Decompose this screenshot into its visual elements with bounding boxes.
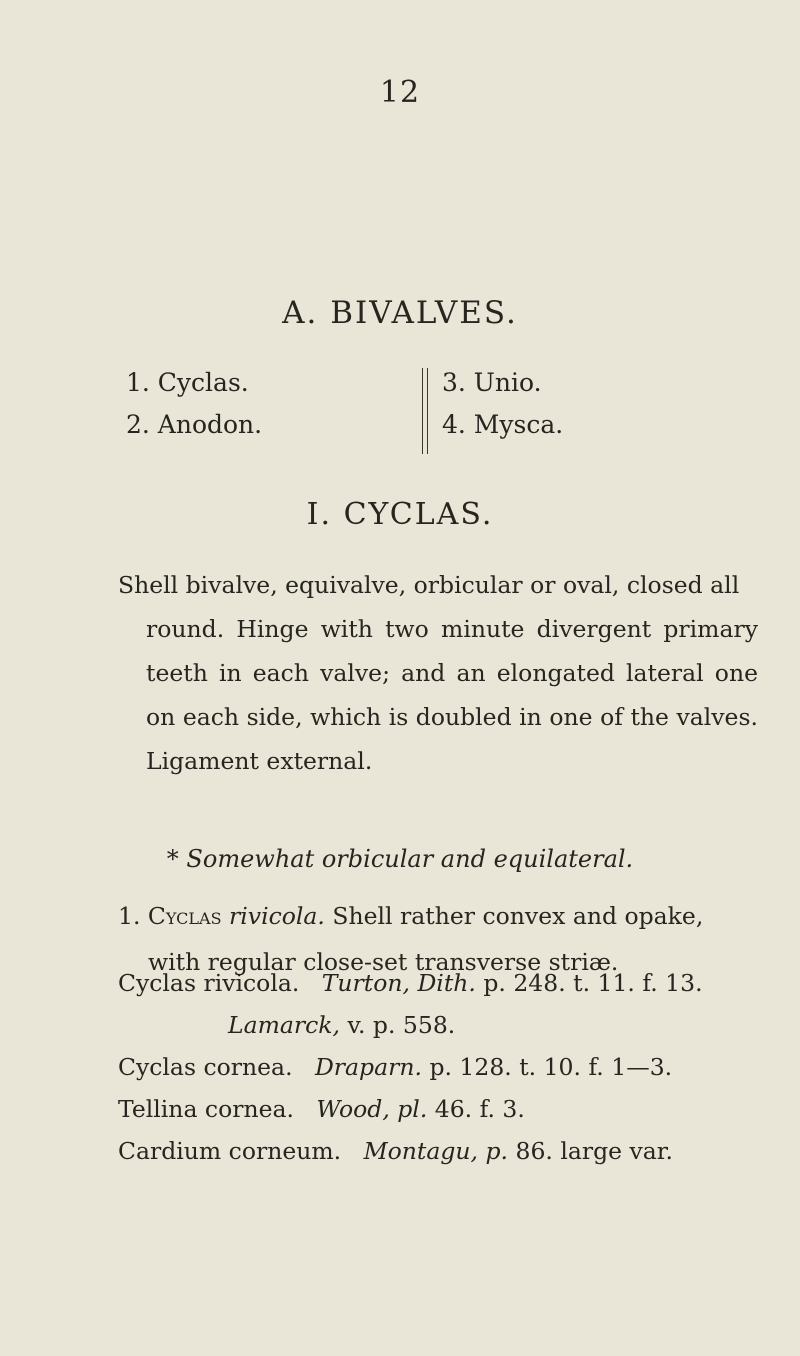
synonym-detail: p. 128. t. 10. f. 1—3. <box>429 1053 673 1081</box>
subsection-title: I. CYCLAS. <box>306 497 494 532</box>
genus-list-left-column <box>126 362 262 446</box>
synonym-name: Cardium corneum. <box>118 1137 342 1165</box>
section-title: A. BIVALVES. <box>282 295 518 331</box>
page-number: 12 <box>379 75 421 110</box>
synonym-reference: Turton, Dith. <box>321 969 476 997</box>
genus-item: 4. Mysca. <box>442 410 564 439</box>
synonym-name: Cyclas cornea. <box>118 1053 293 1081</box>
synonymy-list <box>118 962 778 1172</box>
description-continuation: round. Hinge with two minute divergent primary teeth in each valve; and an elongated lateral one on each side, which is doubled in one of the valves. Ligament external. <box>146 615 758 775</box>
synonym-line <box>118 1046 778 1088</box>
species-description-line2: with regular close-set transverse striæ. <box>148 948 619 976</box>
description-first-line: Shell bivalve, equivalve, orbicular or oval, closed all <box>118 571 740 599</box>
synonym-detail: 46. f. 3. <box>434 1095 525 1123</box>
species-description-line1: Shell rather convex and opake, <box>332 902 704 930</box>
genus-description <box>118 563 758 783</box>
synonym-reference: Lamarck, <box>228 1011 341 1039</box>
genus-item: 3. Unio. <box>442 368 542 397</box>
synonym-line <box>118 1130 778 1172</box>
genus-list <box>0 362 800 452</box>
synonym-detail: p. 248. t. 11. f. 13. <box>483 969 703 997</box>
genus-list-right-column <box>442 362 563 446</box>
division-heading: * Somewhat orbicular and equilateral. <box>166 845 634 873</box>
synonym-line <box>118 1004 778 1046</box>
species-genus-name: Cyclas <box>147 902 222 930</box>
synonym-reference: Wood, pl. <box>316 1095 428 1123</box>
synonym-reference: Draparn. <box>314 1053 422 1081</box>
species-number: 1. <box>118 902 141 930</box>
genus-item: 1. Cyclas. <box>126 368 249 397</box>
synonym-detail: v. p. 558. <box>347 1011 456 1039</box>
synonym-name: Cyclas rivicola. <box>118 969 300 997</box>
synonym-line <box>118 1088 778 1130</box>
synonym-name: Tellina cornea. <box>118 1095 294 1123</box>
genus-item: 2. Anodon. <box>126 410 263 439</box>
synonym-reference: Montagu, p. <box>363 1137 509 1165</box>
double-rule-divider <box>422 368 428 454</box>
synonym-line <box>118 962 778 1004</box>
synonym-detail: 86. large var. <box>515 1137 673 1165</box>
species-epithet: rivicola. <box>229 902 325 930</box>
